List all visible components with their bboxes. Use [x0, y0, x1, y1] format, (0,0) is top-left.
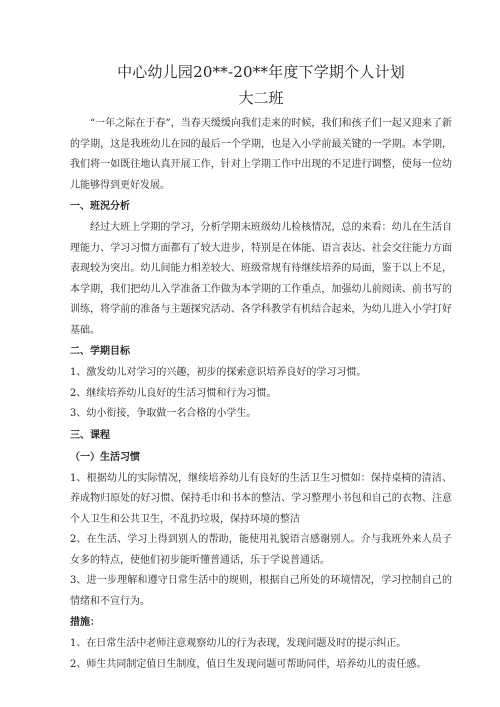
class-name: 大二班 [238, 89, 284, 107]
curriculum-item: 3、进一步理解和遵守日常生活中的规则，根据自己所处的环境情况，学习控制自己的情绪和不宣行为。 [70, 575, 452, 607]
section-heading-goals: 二、学期目标 [70, 346, 130, 357]
measures-heading: 措施： [70, 617, 100, 628]
goal-item: 1、激发幼儿对学习的兴趣，初步的探索意识培养良好的学习习惯。 [70, 367, 367, 378]
section-heading-curriculum: 三、课程 [70, 429, 110, 441]
document-title: 中心幼儿园20**-20**年度下学期个人计划 [117, 63, 405, 81]
measure-item: 2、师生共同制定值日生制度，值日生发现问题可帮助同伴，培养幼儿的责任感。 [70, 658, 427, 670]
curriculum-item: 2、在生活、学习上得到别人的帮助，能使用礼貌语言感谢别人。介与我班外来人员子女多的特点，使他们初步能听懂普通话，乐于学说普通话。 [70, 534, 452, 566]
subheading-living-habits: （一）生活习惯 [70, 451, 140, 463]
curriculum-item: 1、根据幼儿的实际情况，继续培养幼儿有良好的生活卫生习惯如：保持桌椅的清洁、养成物归原处的好习惯、保持毛巾和书本的整洁、学习整理小书包和自己的衣物、注意个人卫生和公共卫生，不乱扔垃圾，保持环境的整洁 [70, 472, 452, 525]
class-analysis-paragraph: 经过大班上学期的学习，分析学期末班级幼儿检核情况，总的来看：幼儿在生活自理能力、学习习惯方面都有了较大进步，特别是在体能、语言表达、社会交往能力方面表现较为突出。幼儿间能力相差较大、班级常规有待继续培养的局面，鉴于以上不足，本学期，我们把幼儿入学准备工作做为本学期的工作重点，加强幼儿前阅读、前书写的训练，将学前的准备与主题探究活动、各学科教学有机结合起来，为幼儿进入小学打好基础。 [70, 222, 452, 336]
section-heading-class-analysis: 一、班況分析 [70, 201, 130, 212]
intro-paragraph: “一年之际在于春”，当春天缓缓向我们走来的时候，我们和孩子们一起又迎来了新的学期，这是我班幼儿在园的最后一个学期，也是入小学前最关键的一学期。本学期，我们将一如既往地认真开展工作，针对上学期工作中出现的不足进行调整，使每一位幼儿能够得到更好发展。 [70, 118, 452, 191]
goal-item: 3、幼小衔接，争取做一名合格的小学生。 [70, 408, 257, 419]
goal-item: 2、继续培养幼儿良好的生活习惯和行为习惯。 [70, 387, 277, 399]
measure-item: 1、在日常生活中老师注意观察幼儿的行为表现，发现问题及时的提示纠正。 [70, 638, 407, 649]
